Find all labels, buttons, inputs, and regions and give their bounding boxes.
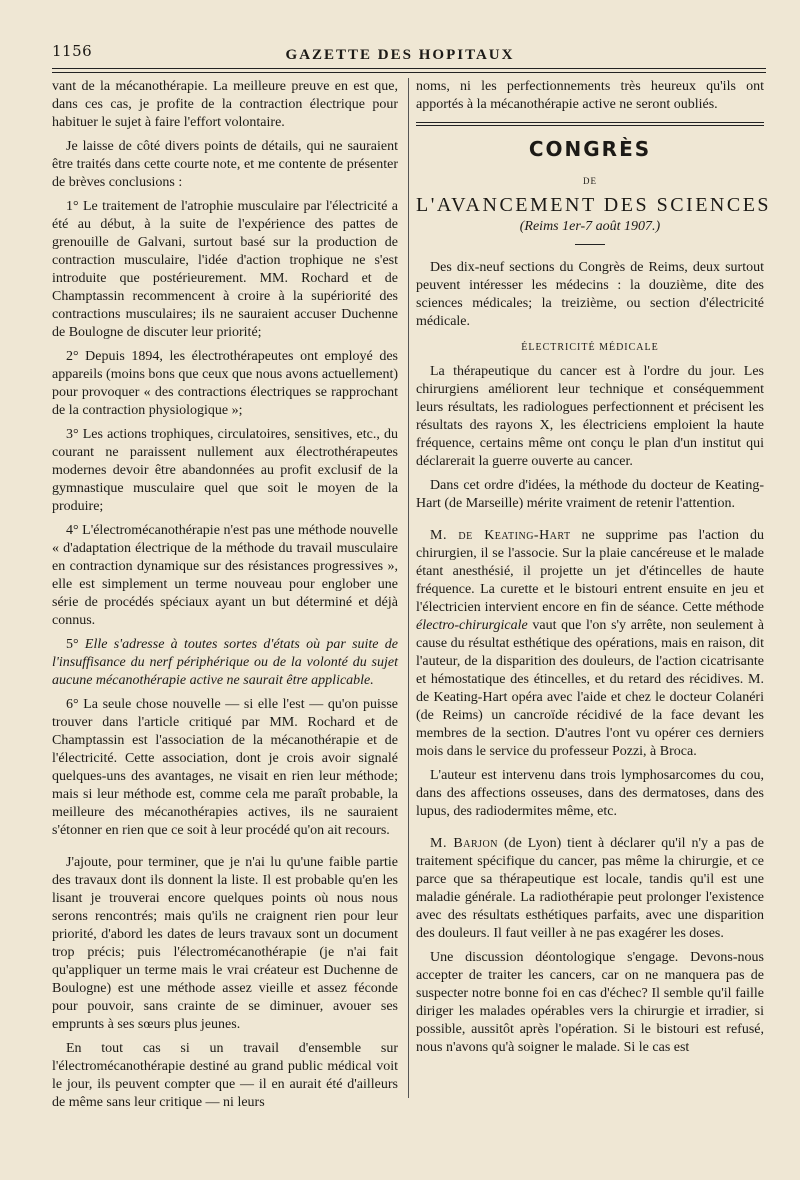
conclusion-5-text: Elle s'adresse à toutes sortes d'états où par suite de l'insuffisance du nerf périphérique ou de la volonté du sujet aucune mécanothérapie active ne saurait être applicable.	[52, 637, 399, 688]
right-column	[416, 78, 772, 1063]
paragraph: Je laisse de côté divers points de détails, qui ne sauraient être traités dans cette courte note, et me contente de présenter de brèves conclusions :	[52, 139, 398, 190]
page-number: 1156	[52, 42, 93, 60]
short-rule	[575, 244, 605, 245]
paragraph: La thérapeutique du cancer est à l'ordre du jour. Les chirurgiens améliorent leur technique et conséquemment leurs résultats, les radiologues perfectionnent et précisent les résultats des rayons X, les électriciens emploient la haute fréquence, certains même ont conçu le plan d'un institut qui déclarerait la guerre ouverte au cancer.	[416, 364, 764, 469]
section-rule-second	[416, 125, 764, 126]
paragraph: noms, ni les perfectionnements très heureux qu'ils ont apportés à la mécanothérapie active ne seront oubliés.	[416, 79, 764, 112]
conclusion-1: 1° Le traitement de l'atrophie musculaire par l'électricité a été au début, à la suite de l'expérience des pattes de grenouille de Galvani, surtout basé sur la production de contraction musculaire, l'idée d'action trophique ne s'est introduite que postérieurement. MM. Rochard et de Champtassin recommencent à croire à la supériorité des contractions musculaires; ils ne sauraient accuser Duchenne de Boulogne de discuter leur priorité;	[52, 199, 398, 340]
header-rule-second	[52, 72, 766, 73]
intro-paragraph: Des dix-neuf sections du Congrès de Reims, deux surtout peuvent intéresser les médecins : la douzième, dite des sciences médicales; la treizième, ou section d'électricité médicale.	[416, 260, 764, 329]
keating-hart-paragraph: M. de Keating-Hart ne supprime pas l'action du chirurgien, il se l'associe. Sur la plaie cancéreuse et le malade étant anesthésié, il projette un jet d'étincelles de haute fréquence. La curette et le bistouri entrent ensuite en jeu et l'électricien intervient encore en fin de séance. Cette méthode électro-chirurgicale vaut que l'on s'y arrête, non seulement à cause du résultat esthétique des opérations, mais en raison, dit l'auteur, de la disparition des douleurs, de l'action cicatrisante et hémostatique des étincelles, et du retard des récidives. M. de Keating-Hart opéra avec l'aide et chez le docteur Colanéri (de Reims) un cancroïde récidivé de la face devant les membres de la section. D'autres l'ont vu opérer ces derniers mois dans le service du professeur Pozzi, à Broca.	[416, 528, 764, 759]
conclusion-4: 4° L'électromécanothérapie n'est pas une méthode nouvelle « d'adaptation électrique de la méthode du travail musculaire en contraction dynamique sur des résistances progressives », elle est simplement un terme nouveau pour englober une série de procédés spéciaux ayant un but déterminé et déjà connus.	[52, 523, 398, 628]
speaker-name: M. de Keating-Hart	[430, 528, 571, 543]
journal-title: GAZETTE DES HOPITAUX	[285, 47, 515, 63]
section-rule	[416, 122, 764, 123]
left-column	[52, 78, 398, 1118]
article-title: L'AVANCEMENT DES SCIENCES	[416, 194, 772, 216]
conclusion-3: 3° Les actions trophiques, circulatoires, sensitives, etc., du courant ne paraissent nullement aux électrothérapeutes modernes devoir être abandonnées au profit exclusif de la gymnastique musculaire quel que soit le moyen de la produire;	[52, 427, 398, 514]
column-divider	[408, 78, 409, 1098]
speaker-name: M. Barjon	[430, 836, 498, 851]
paragraph: En tout cas si un travail d'ensemble sur l'électromécanothérapie destiné au grand public médical voit le jour, ils peuvent compter que — il en aurait été d'ailleurs de même sans leur critique — ni leurs	[52, 1041, 398, 1110]
method-term: électro-chirurgicale	[416, 618, 528, 633]
congress-heading: CONGRÈS	[528, 137, 652, 161]
conclusion-5-number: 5°	[66, 637, 79, 652]
paragraph: vant de la mécanothérapie. La meilleure preuve en est que, dans ces cas, je profite de la contraction électrique pour habituer le sujet à faire l'effort volontaire.	[52, 79, 398, 130]
paragraph: Dans cet ordre d'idées, la méthode du docteur de Keating-Hart (de Marseille) mérite vraiment de retenir l'attention.	[416, 478, 764, 511]
conclusion-5	[52, 636, 398, 690]
paragraph: J'ajoute, pour terminer, que je n'ai lu qu'une faible partie des travaux dont ils donnent la liste. Il est probable qu'en les lisant je trouverai encore quelques points où nous nous serons rencontrés; mais qu'ils ne craignent rien pour leur priorité, d'abord les dates de leurs travaux sont un document trop précis; puis l'électromécanothérapie (je n'ai fait qu'appliquer un terme mais le vrai créateur est Duchenne de Boulogne) est une méthode assez vieille et assez féconde pour pouvoir, sans crainte de se diminuer, avouer ses emprunts à ses sœurs plus jeunes.	[52, 855, 398, 1032]
heading-connector: DE	[583, 176, 597, 186]
barjon-paragraph: M. Barjon (de Lyon) tient à déclarer qu'il n'y a pas de traitement spécifique du cancer, pas même la chirurgie, et ce parce que sa thérapeutique est locale, tandis qu'il est une maladie générale. La radiothérapie peut prolonger l'existence avec des résultats esthétiques parfaits, avec une disparition des douleurs. Il faut veiller à ne pas exagérer les doses.	[416, 836, 764, 941]
header-rule	[52, 68, 766, 69]
article-subtitle: (Reims 1er-7 août 1907.)	[519, 219, 661, 234]
section-heading: ÉLECTRICITÉ MÉDICALE	[521, 342, 659, 353]
conclusion-6: 6° La seule chose nouvelle — si elle l'est — qu'on puisse trouver dans l'article critiqué par MM. Rochard et de Champtassin est l'association de la mécanothérapie et de l'électricité. Cette association, dont je crois avoir signalé quelques-uns des avantages, ne visait en rien leur méthode; mais si leur méthode est, comme cela me paraît probable, la meilleure des mécanothérapies actives, ils ne sauraient s'étonner en rien que ce soit à leur procédé qu'on ait recours.	[52, 697, 398, 838]
conclusion-2: 2° Depuis 1894, les électrothérapeutes ont employé des appareils (moins bons que ceux que nous avons actuellement) pour provoquer « des contractions électriques se rapprochant de la contraction physiologique »;	[52, 349, 399, 418]
paragraph: L'auteur est intervenu dans trois lymphosarcomes du cou, dans des affections osseuses, dans des dermatoses, dans des lupus, des radiodermites même, etc.	[416, 768, 764, 819]
paragraph: Une discussion déontologique s'engage. Devons-nous accepter de traiter les cancers, car on ne manquera pas de suspecter notre bonne foi en cas d'échec? Il semble qu'il faille diriger les malades opérables vers la chirurgie et irradier, si possible, aussitôt après l'opération. Si le bistouri est refusé, nous n'avons qu'à soigner le malade. Si le cas est	[416, 950, 764, 1055]
